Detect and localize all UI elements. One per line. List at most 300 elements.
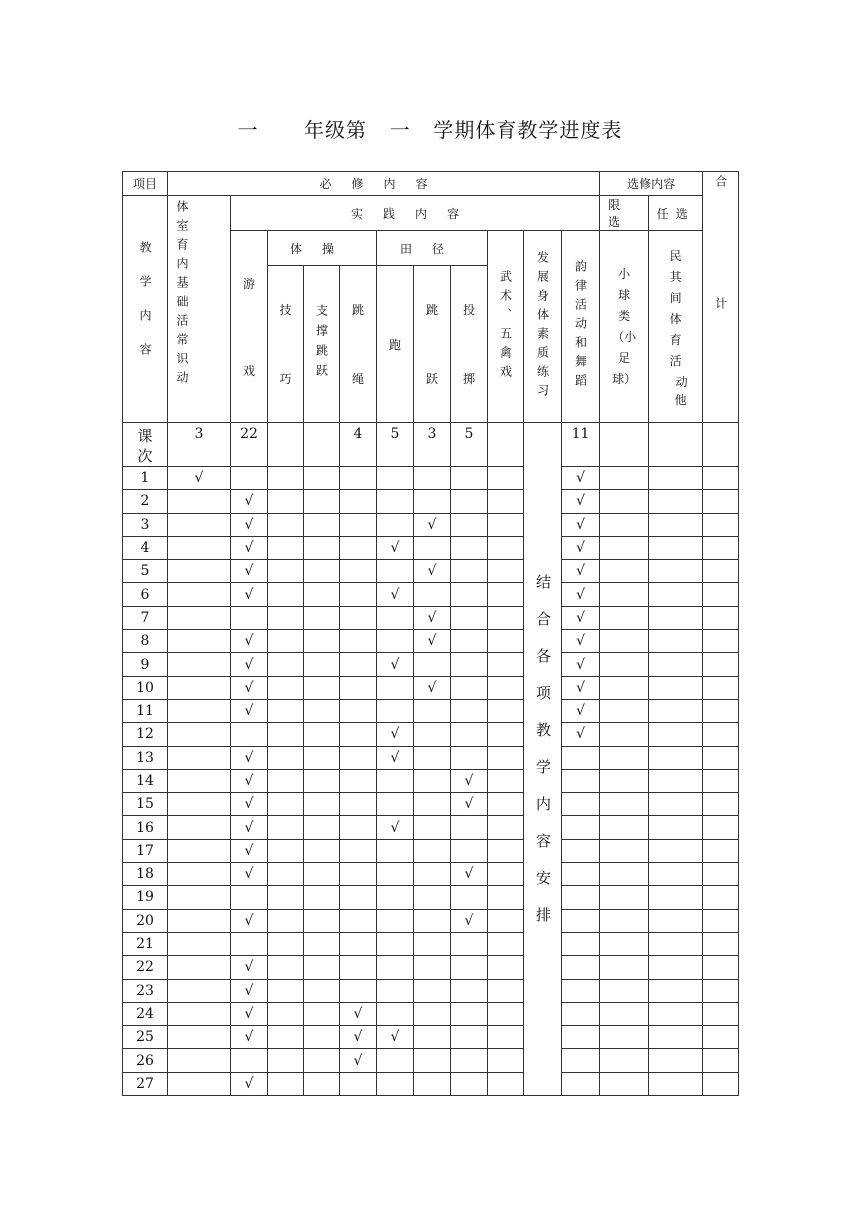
lesson-cell	[703, 979, 739, 1002]
lesson-row	[123, 583, 739, 606]
lesson-cell	[600, 723, 649, 746]
lesson-cell	[168, 653, 231, 676]
lesson-cell	[340, 513, 377, 536]
lesson-cell	[340, 909, 377, 932]
lesson-row	[123, 606, 739, 629]
lesson-cell	[649, 513, 703, 536]
lesson-cell	[414, 467, 451, 490]
jump-cell	[414, 266, 451, 423]
lesson-count-row	[123, 423, 739, 467]
lesson-cell	[703, 536, 739, 559]
lesson-cell	[600, 1049, 649, 1072]
lesson-cell: √	[231, 630, 268, 653]
lesson-cell	[168, 886, 231, 909]
lesson-cell	[268, 839, 304, 862]
lesson-number: 13	[123, 746, 168, 769]
lesson-cell: √	[231, 676, 268, 699]
throw-cell	[451, 266, 488, 423]
lesson-cell	[168, 630, 231, 653]
count-indoor: 3	[168, 423, 231, 467]
lesson-cell	[304, 816, 340, 839]
lesson-cell: √	[231, 839, 268, 862]
lesson-number: 11	[123, 699, 168, 722]
rope-cell	[340, 266, 377, 423]
lesson-cell	[414, 932, 451, 955]
lesson-cell	[488, 1026, 524, 1049]
lesson-cell: √	[451, 863, 488, 886]
progress-table	[122, 171, 739, 1096]
lesson-cell	[268, 1002, 304, 1025]
lesson-cell: √	[231, 1072, 268, 1095]
lesson-cell	[451, 932, 488, 955]
lesson-cell	[649, 630, 703, 653]
total-label: 合计	[713, 175, 728, 419]
lesson-cell	[562, 839, 600, 862]
lesson-cell	[231, 467, 268, 490]
lesson-cell	[414, 1049, 451, 1072]
lesson-cell	[304, 909, 340, 932]
throw-top: 投	[462, 303, 475, 317]
track-field-label: 田径	[399, 241, 464, 256]
lesson-cell	[703, 467, 739, 490]
lesson-cell	[600, 839, 649, 862]
lesson-cell	[268, 699, 304, 722]
lesson-cell	[451, 560, 488, 583]
lesson-cell	[562, 1072, 600, 1095]
fitness-cell	[524, 231, 562, 423]
lesson-cell	[488, 606, 524, 629]
lesson-row	[123, 536, 739, 559]
lesson-number: 26	[123, 1049, 168, 1072]
lesson-cell	[377, 1072, 414, 1095]
lesson-cell	[649, 699, 703, 722]
lesson-cell	[268, 583, 304, 606]
lesson-cell	[488, 886, 524, 909]
lesson-cell	[414, 793, 451, 816]
lesson-cell	[168, 793, 231, 816]
rhythm-dance-label: 韵律活动和舞蹈	[573, 260, 588, 393]
lesson-cell	[377, 513, 414, 536]
lesson-cell	[268, 560, 304, 583]
lesson-cell	[488, 490, 524, 513]
lesson-cell	[488, 816, 524, 839]
lesson-cell	[703, 1002, 739, 1025]
elective-content-cell	[600, 172, 703, 196]
lesson-cell	[304, 560, 340, 583]
lesson-cell	[304, 536, 340, 559]
lesson-number: 22	[123, 956, 168, 979]
gymnastics-label: 体操	[289, 241, 354, 256]
count-jump: 3	[414, 423, 451, 467]
lesson-cell	[268, 513, 304, 536]
support-jump-cell	[304, 266, 340, 423]
lesson-cell	[340, 746, 377, 769]
lesson-cell	[649, 1026, 703, 1049]
lesson-cell	[231, 886, 268, 909]
lesson-cell	[168, 909, 231, 932]
lesson-cell	[304, 956, 340, 979]
lesson-row	[123, 676, 739, 699]
lesson-cell	[168, 583, 231, 606]
lesson-cell	[268, 1049, 304, 1072]
total-cell	[703, 172, 739, 423]
lesson-number: 3	[123, 513, 168, 536]
lesson-cell	[340, 839, 377, 862]
lesson-cell	[168, 513, 231, 536]
lesson-cell	[168, 863, 231, 886]
count-run: 5	[377, 423, 414, 467]
lesson-cell	[340, 956, 377, 979]
lesson-cell	[703, 490, 739, 513]
jump-bottom: 跃	[425, 372, 438, 386]
lesson-cell	[600, 1002, 649, 1025]
lesson-cell	[600, 676, 649, 699]
lesson-cell	[377, 909, 414, 932]
lesson-cell: √	[231, 513, 268, 536]
indoor-basic-label: 体室育内基础活常识动	[175, 200, 189, 390]
rope-bottom: 绳	[351, 372, 364, 386]
lesson-cell	[703, 630, 739, 653]
lesson-cell	[600, 1072, 649, 1095]
lesson-cell	[488, 583, 524, 606]
gymnastics-cell	[268, 231, 377, 266]
lesson-cell	[414, 1026, 451, 1049]
lesson-cell	[340, 793, 377, 816]
lesson-cell	[340, 676, 377, 699]
lesson-row	[123, 863, 739, 886]
lesson-cell	[649, 909, 703, 932]
lesson-cell	[340, 606, 377, 629]
lesson-cell	[703, 863, 739, 886]
lesson-cell	[600, 793, 649, 816]
lesson-cell	[168, 536, 231, 559]
lesson-cell: √	[377, 1026, 414, 1049]
lesson-number: 14	[123, 769, 168, 792]
lesson-number: 1	[123, 467, 168, 490]
lesson-cell	[488, 793, 524, 816]
lesson-cell	[562, 769, 600, 792]
lesson-cell	[377, 1049, 414, 1072]
merged-note: 结合各项教学内容安排	[534, 574, 552, 944]
item-label-cell	[123, 172, 168, 196]
lesson-cell	[340, 467, 377, 490]
lesson-cell	[703, 560, 739, 583]
lesson-cell	[451, 536, 488, 559]
lesson-cell	[304, 630, 340, 653]
lesson-cell	[268, 1072, 304, 1095]
lesson-cell	[600, 863, 649, 886]
lesson-cell	[600, 932, 649, 955]
lesson-cell	[268, 979, 304, 1002]
lesson-cell	[268, 490, 304, 513]
wushu-label: 武术、五禽戏	[498, 269, 513, 384]
lesson-cell	[414, 699, 451, 722]
lesson-cell	[268, 793, 304, 816]
lesson-number: 6	[123, 583, 168, 606]
count-throw: 5	[451, 423, 488, 467]
track-field-cell	[377, 231, 488, 266]
lesson-row	[123, 1072, 739, 1095]
lesson-cell	[600, 909, 649, 932]
lesson-row	[123, 769, 739, 792]
practice-content-cell	[231, 196, 600, 231]
lesson-number: 17	[123, 839, 168, 862]
lesson-cell	[562, 816, 600, 839]
lesson-cell	[268, 863, 304, 886]
lesson-row	[123, 979, 739, 1002]
lesson-row	[123, 909, 739, 932]
lesson-cell	[168, 769, 231, 792]
lesson-cell: √	[562, 653, 600, 676]
lesson-cell	[600, 467, 649, 490]
lesson-cell	[304, 490, 340, 513]
lesson-cell	[414, 769, 451, 792]
lesson-cell: √	[231, 746, 268, 769]
lesson-cell	[268, 956, 304, 979]
table-body	[123, 172, 739, 1096]
lesson-cell	[703, 699, 739, 722]
lesson-cell	[600, 536, 649, 559]
lesson-cell	[488, 863, 524, 886]
lesson-cell	[649, 1049, 703, 1072]
lesson-cell: √	[231, 956, 268, 979]
lesson-cell	[268, 769, 304, 792]
lesson-cell	[703, 513, 739, 536]
lesson-cell	[268, 909, 304, 932]
lesson-cell	[304, 467, 340, 490]
lesson-row	[123, 746, 739, 769]
lesson-cell: √	[231, 699, 268, 722]
lesson-cell	[168, 932, 231, 955]
lesson-cell	[451, 1072, 488, 1095]
lesson-cell	[451, 1002, 488, 1025]
lesson-cell	[377, 839, 414, 862]
lesson-cell	[488, 932, 524, 955]
lesson-cell	[703, 1026, 739, 1049]
indoor-basic-cell	[168, 196, 231, 423]
lesson-number: 23	[123, 979, 168, 1002]
folk-cell	[649, 231, 703, 423]
lesson-cell	[488, 1072, 524, 1095]
lesson-cell	[414, 839, 451, 862]
count-rhythm: 11	[562, 423, 600, 467]
folk-label: 民 其 间 体 育 活 动 他	[669, 249, 688, 407]
lesson-cell	[268, 723, 304, 746]
lesson-cell	[703, 769, 739, 792]
lesson-cell	[488, 746, 524, 769]
lesson-cell	[600, 1026, 649, 1049]
lesson-cell: √	[231, 793, 268, 816]
lesson-cell	[377, 560, 414, 583]
lesson-cell	[488, 723, 524, 746]
lesson-cell	[414, 723, 451, 746]
rope-top: 跳	[351, 303, 364, 317]
lesson-cell	[562, 793, 600, 816]
item-label: 项目	[132, 177, 157, 191]
lesson-cell	[340, 490, 377, 513]
lesson-cell	[451, 583, 488, 606]
lesson-cell	[268, 676, 304, 699]
lesson-cell	[488, 956, 524, 979]
lesson-cell	[414, 536, 451, 559]
lesson-cell	[377, 932, 414, 955]
restricted-label: 限选	[608, 198, 641, 229]
lesson-cell: √	[562, 583, 600, 606]
lesson-row	[123, 1049, 739, 1072]
lesson-cell	[168, 1072, 231, 1095]
lesson-cell	[304, 979, 340, 1002]
lesson-cell: √	[414, 630, 451, 653]
count-small-ball	[600, 423, 649, 467]
restricted-cell	[600, 196, 649, 231]
count-support-jump	[304, 423, 340, 467]
lesson-cell	[649, 793, 703, 816]
count-folk	[649, 423, 703, 467]
lesson-cell	[414, 979, 451, 1002]
lesson-cell	[649, 979, 703, 1002]
lesson-cell	[562, 932, 600, 955]
run-cell	[377, 266, 414, 423]
lesson-cell	[168, 1026, 231, 1049]
lesson-cell	[168, 1049, 231, 1072]
lesson-cell: √	[451, 793, 488, 816]
lesson-cell: √	[377, 816, 414, 839]
optional-label: 任选	[656, 206, 695, 221]
count-rope: 4	[340, 423, 377, 467]
lesson-number: 5	[123, 560, 168, 583]
lesson-cell	[377, 467, 414, 490]
merged-note-cell	[524, 423, 562, 1096]
lesson-cell	[488, 630, 524, 653]
lesson-cell	[451, 816, 488, 839]
lesson-cell	[414, 746, 451, 769]
lesson-cell	[488, 467, 524, 490]
lesson-cell	[488, 769, 524, 792]
lesson-cell	[600, 583, 649, 606]
lesson-cell	[703, 606, 739, 629]
lesson-cell	[168, 839, 231, 862]
lesson-cell	[168, 979, 231, 1002]
teaching-content-label: 教学内容	[138, 241, 152, 377]
lesson-cell	[451, 956, 488, 979]
lesson-cell	[304, 1049, 340, 1072]
lesson-cell	[340, 560, 377, 583]
lesson-cell	[451, 1049, 488, 1072]
lesson-cell: √	[414, 560, 451, 583]
count-total	[703, 423, 739, 467]
support-jump-label: 支撑跳跃	[314, 304, 329, 384]
lesson-cell	[414, 863, 451, 886]
lesson-cell	[703, 676, 739, 699]
lesson-cell	[231, 606, 268, 629]
lesson-cell	[488, 699, 524, 722]
jump-top: 跳	[425, 303, 438, 317]
lesson-cell: √	[340, 1049, 377, 1072]
lesson-cell	[649, 606, 703, 629]
lesson-cell	[231, 1049, 268, 1072]
lesson-cell	[414, 583, 451, 606]
lesson-number: 27	[123, 1072, 168, 1095]
lesson-cell: √	[377, 583, 414, 606]
lesson-cell	[703, 583, 739, 606]
lesson-cell	[703, 839, 739, 862]
lesson-cell	[600, 816, 649, 839]
lesson-cell	[414, 1002, 451, 1025]
lesson-cell	[377, 490, 414, 513]
lesson-number: 21	[123, 932, 168, 955]
lesson-cell: √	[231, 1026, 268, 1049]
lesson-cell	[268, 536, 304, 559]
lesson-cell: √	[231, 560, 268, 583]
lesson-cell	[168, 676, 231, 699]
lesson-cell	[451, 839, 488, 862]
lesson-cell	[268, 606, 304, 629]
lesson-row	[123, 793, 739, 816]
lesson-cell: √	[231, 536, 268, 559]
lesson-cell	[703, 909, 739, 932]
lesson-cell	[703, 723, 739, 746]
lesson-cell	[304, 1026, 340, 1049]
teaching-content-cell	[123, 196, 168, 423]
small-ball-label: 小 球 类 （小 足 球）	[612, 266, 637, 386]
lesson-row	[123, 1002, 739, 1025]
lesson-cell	[340, 536, 377, 559]
lesson-cell	[168, 699, 231, 722]
lesson-cell	[649, 536, 703, 559]
lesson-cell	[340, 583, 377, 606]
lesson-cell	[703, 886, 739, 909]
games-top: 游	[242, 276, 255, 291]
lesson-cell	[703, 746, 739, 769]
small-ball-cell	[600, 231, 649, 423]
lesson-number: 8	[123, 630, 168, 653]
lesson-cell	[649, 839, 703, 862]
skills-bottom: 巧	[279, 372, 292, 386]
lesson-cell	[488, 909, 524, 932]
lesson-cell	[600, 746, 649, 769]
lesson-cell	[268, 746, 304, 769]
lesson-number: 12	[123, 723, 168, 746]
lesson-cell	[377, 886, 414, 909]
lesson-cell: √	[377, 746, 414, 769]
lesson-cell	[562, 956, 600, 979]
games-bottom: 戏	[242, 363, 255, 378]
lesson-number: 7	[123, 606, 168, 629]
lesson-number: 19	[123, 886, 168, 909]
lesson-cell: √	[451, 769, 488, 792]
lesson-cell	[168, 816, 231, 839]
lesson-cell: √	[562, 536, 600, 559]
lesson-cell	[703, 1072, 739, 1095]
lesson-cell	[600, 560, 649, 583]
lesson-cell	[649, 816, 703, 839]
lesson-cell	[414, 956, 451, 979]
lesson-cell	[340, 816, 377, 839]
lesson-cell	[377, 956, 414, 979]
lesson-cell	[340, 653, 377, 676]
lesson-cell	[414, 653, 451, 676]
practice-content-label: 实践内容	[351, 206, 480, 221]
lesson-cell	[304, 863, 340, 886]
lesson-cell	[268, 467, 304, 490]
lesson-cell	[304, 839, 340, 862]
lesson-cell: √	[562, 560, 600, 583]
lesson-cell	[649, 956, 703, 979]
lesson-cell	[377, 769, 414, 792]
lesson-cell	[562, 1049, 600, 1072]
lesson-cell	[488, 536, 524, 559]
lesson-cell	[562, 1002, 600, 1025]
